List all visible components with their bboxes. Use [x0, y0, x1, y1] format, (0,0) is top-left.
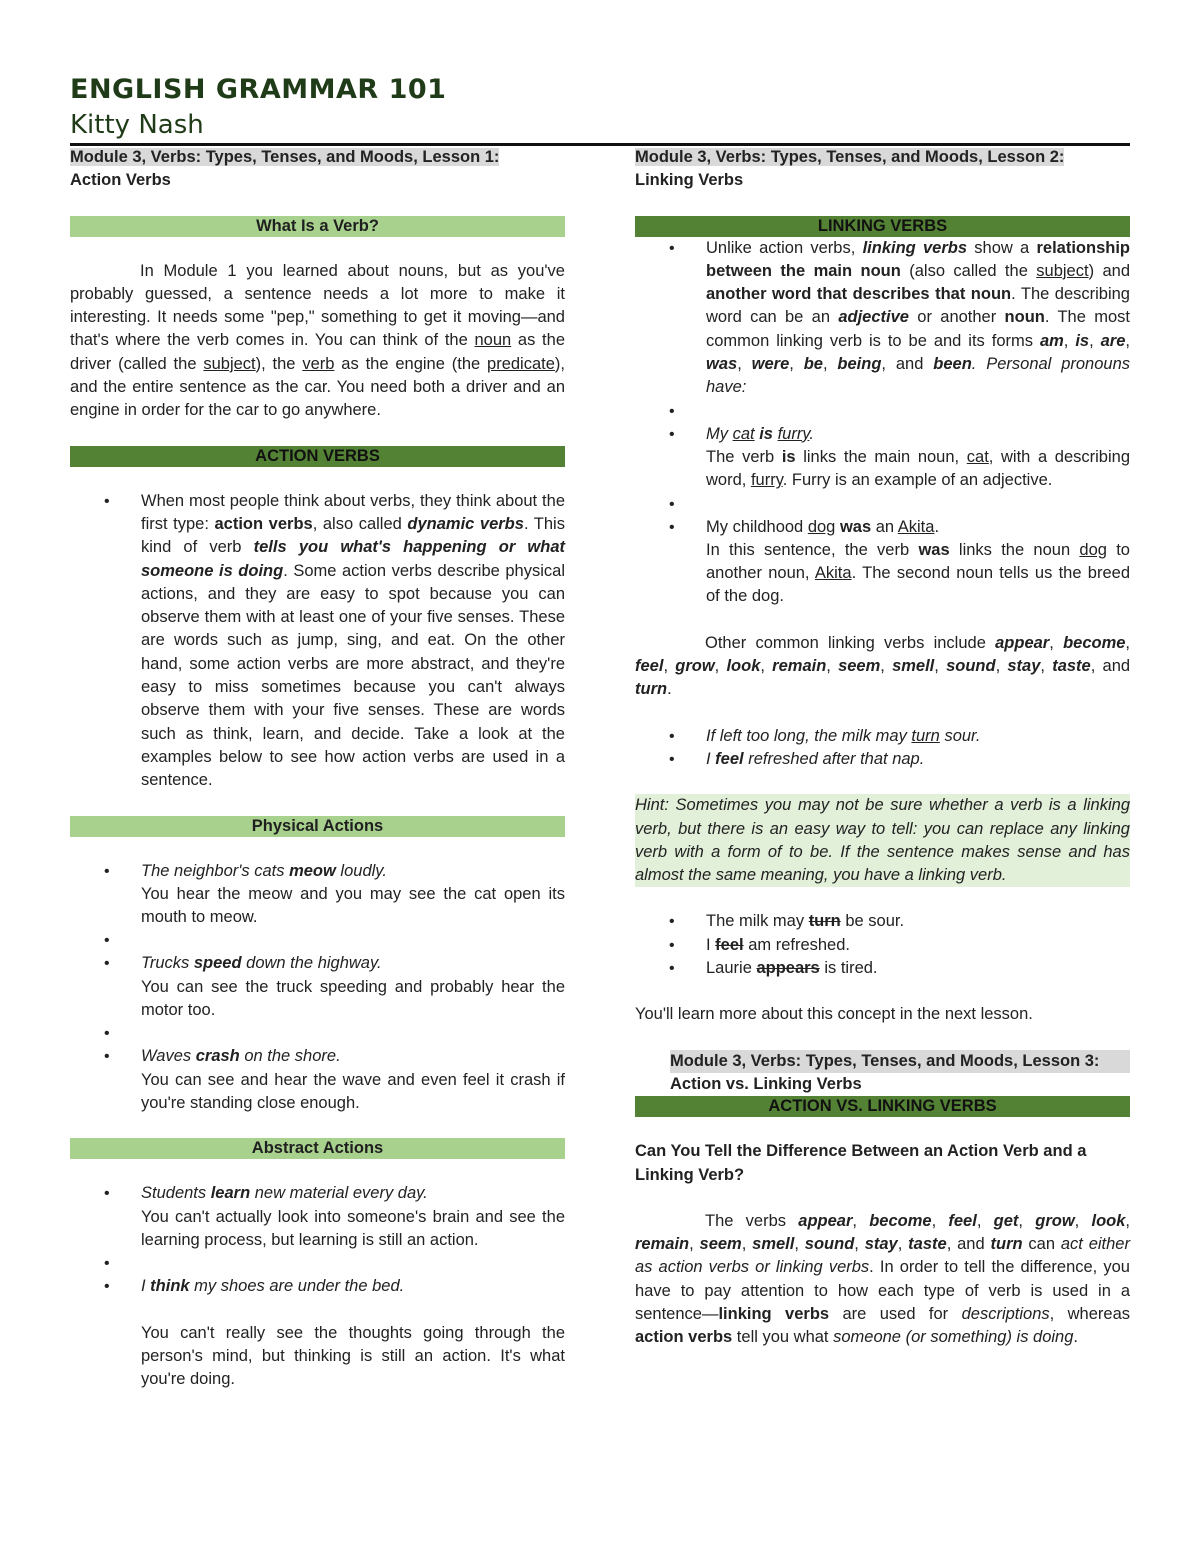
verb-word: smell	[752, 1235, 795, 1254]
section-bar-linking-verbs: LINKING VERBS	[635, 216, 1130, 237]
verb-word: sound	[804, 1235, 855, 1254]
section-bar-action-verbs: ACTION VERBS	[70, 446, 565, 467]
section-bar-action-vs-linking: ACTION VS. LINKING VERBS	[635, 1096, 1130, 1117]
verb-word: appear	[798, 1211, 853, 1230]
lesson3-module-line: Module 3, Verbs: Types, Tenses, and Moods, Lesson 3:	[670, 1050, 1130, 1073]
document-title: ENGLISH GRAMMAR 101	[70, 74, 447, 105]
lesson2-title: Linking Verbs	[635, 171, 744, 190]
hint-box: Hint: Sometimes you may not be sure whether a verb is a linking verb, but there is an easy way to tell: you can replace any linking verb with a form of to be. If the sentence makes sense and has almost the same meaning, you have a linking verb.	[635, 794, 1130, 887]
verb-word: look	[1091, 1211, 1126, 1230]
lesson3-title: Action vs. Linking Verbs	[670, 1074, 862, 1093]
verb-word: stay	[864, 1235, 898, 1254]
left-column	[70, 146, 565, 1392]
author-name: Kitty Nash	[70, 110, 204, 140]
list-item: • Students learn new material every day. You can't actually look into someone's brain and see the learning process, but learning is still an action.	[70, 1182, 565, 1252]
section-bar-physical-actions: Physical Actions	[70, 816, 565, 837]
right-column	[635, 146, 1130, 1350]
difference-paragraph: The verbs appear, become, feel, get, grow, look, remain, seem, smell, sound, stay, taste, and turn can act either as action verbs or linking verbs. In order to tell the difference, you have to pay attention to how each type of verb is used in a sentence—linking verbs are used for descriptions, whereas action verbs tell you what someone (or something) is doing.	[635, 1211, 1130, 1347]
verb-word: seem	[838, 657, 881, 676]
lesson1-heading	[70, 146, 565, 193]
list-item: • I feel am refreshed.	[635, 934, 1130, 957]
lesson1-module-line: Module 3, Verbs: Types, Tenses, and Moods, Lesson 1:	[70, 148, 500, 166]
verb-word: seem	[699, 1235, 742, 1254]
verb-word: smell	[892, 657, 935, 676]
lesson2-heading	[635, 146, 1130, 193]
verb-word: appear	[995, 633, 1050, 652]
verb-word: get	[993, 1211, 1019, 1230]
verb-word: sound	[946, 657, 996, 676]
action-verbs-list	[70, 490, 565, 793]
list-item: • Unlike action verbs, linking verbs show a relationship between the main noun (also called the subject) and another word that describes that noun. The describing word can be an adjective or another noun. The most common linking verb is to be and its forms am, is, are, was, were, be, being, and been. Personal pronouns have:	[635, 237, 1130, 400]
verb-word: taste	[1052, 657, 1091, 676]
verb-word: remain	[635, 1235, 690, 1254]
linking-verbs-list	[635, 237, 1130, 609]
physical-actions-list	[70, 860, 565, 1116]
abstract-actions-list	[70, 1182, 565, 1391]
verb-word: stay	[1007, 657, 1041, 676]
verb-word: become	[869, 1211, 932, 1230]
list-item: • I think my shoes are under the bed. You can't really see the thoughts going through the person's mind, but thinking is still an action. It's what you're doing.	[70, 1275, 565, 1391]
verb-word: taste	[908, 1235, 947, 1254]
intro-paragraph: In Module 1 you learned about nouns, but as you've probably guessed, a sentence needs a lot more to make it interesting. It needs some "pep," something to get it moving—and that's where the verb comes in. You can think of the noun as the driver (called the subject), the verb as the engine (the predicate), and the entire sentence as the car. You need both a driver and an engine in order for the car to go anywhere.	[70, 261, 566, 420]
list-item: • Waves crash on the shore. You can see and hear the wave and even feel it crash if you're standing close enough.	[70, 1045, 565, 1115]
list-item: • My cat is furry. The verb is links the main noun, cat, with a describing word, furry. Furry is an example of an adjective.	[635, 423, 1130, 493]
list-item: • If left too long, the milk may turn sour.	[635, 725, 1130, 748]
verb-word: look	[726, 657, 761, 676]
list-item: • My childhood dog was an Akita. In this sentence, the verb was links the noun dog to another noun, Akita. The second noun tells us the breed of the dog.	[635, 516, 1130, 609]
section-bar-abstract-actions: Abstract Actions	[70, 1138, 565, 1159]
verb-word: become	[1063, 633, 1126, 652]
verb-word: remain	[772, 657, 827, 676]
list-item: • Laurie appears is tired.	[635, 957, 1130, 980]
lesson1-title: Action Verbs	[70, 171, 171, 190]
other-linking-verbs-paragraph: Other common linking verbs include appear, become, feel, grow, look, remain, seem, smell, sound, stay, taste, and turn.	[635, 633, 1131, 699]
list-item: • The neighbor's cats meow loudly. You hear the meow and you may see the cat open its mouth to meow.	[70, 860, 565, 930]
verb-word: grow	[1035, 1211, 1075, 1230]
verb-word: feel	[948, 1211, 977, 1230]
difference-question: Can You Tell the Difference Between an Action Verb and a Linking Verb?	[635, 1142, 1087, 1184]
lesson3-heading	[635, 1050, 1130, 1097]
list-item: • I feel refreshed after that nap.	[635, 748, 1130, 771]
substitution-list	[635, 910, 1130, 980]
verb-word: grow	[675, 657, 715, 676]
linking-examples-list	[635, 725, 1130, 772]
list-item: • When most people think about verbs, they think about the first type: action verbs, also called dynamic verbs. This kind of verb tells you what's happening or what someone is doing. Some action verbs describe physical actions, and they are easy to spot because you can observe them with at least one of your five senses. These are words such as jump, sing, and eat. On the other hand, some action verbs are more abstract, and they're easy to miss sometimes because you can't always observe them with your five senses. These are words such as think, learn, and decide. Take a look at the examples below to see how action verbs are used in a sentence.	[70, 490, 565, 793]
verb-word: feel	[635, 657, 664, 676]
lesson2-module-line: Module 3, Verbs: Types, Tenses, and Moods, Lesson 2:	[635, 148, 1065, 166]
section-bar-what-is-a-verb: What Is a Verb?	[70, 216, 565, 237]
list-item: • Trucks speed down the highway. You can see the truck speeding and probably hear the motor too.	[70, 952, 565, 1022]
next-lesson-note: You'll learn more about this concept in the next lesson.	[635, 1005, 1033, 1024]
list-item: • The milk may turn be sour.	[635, 910, 1130, 933]
